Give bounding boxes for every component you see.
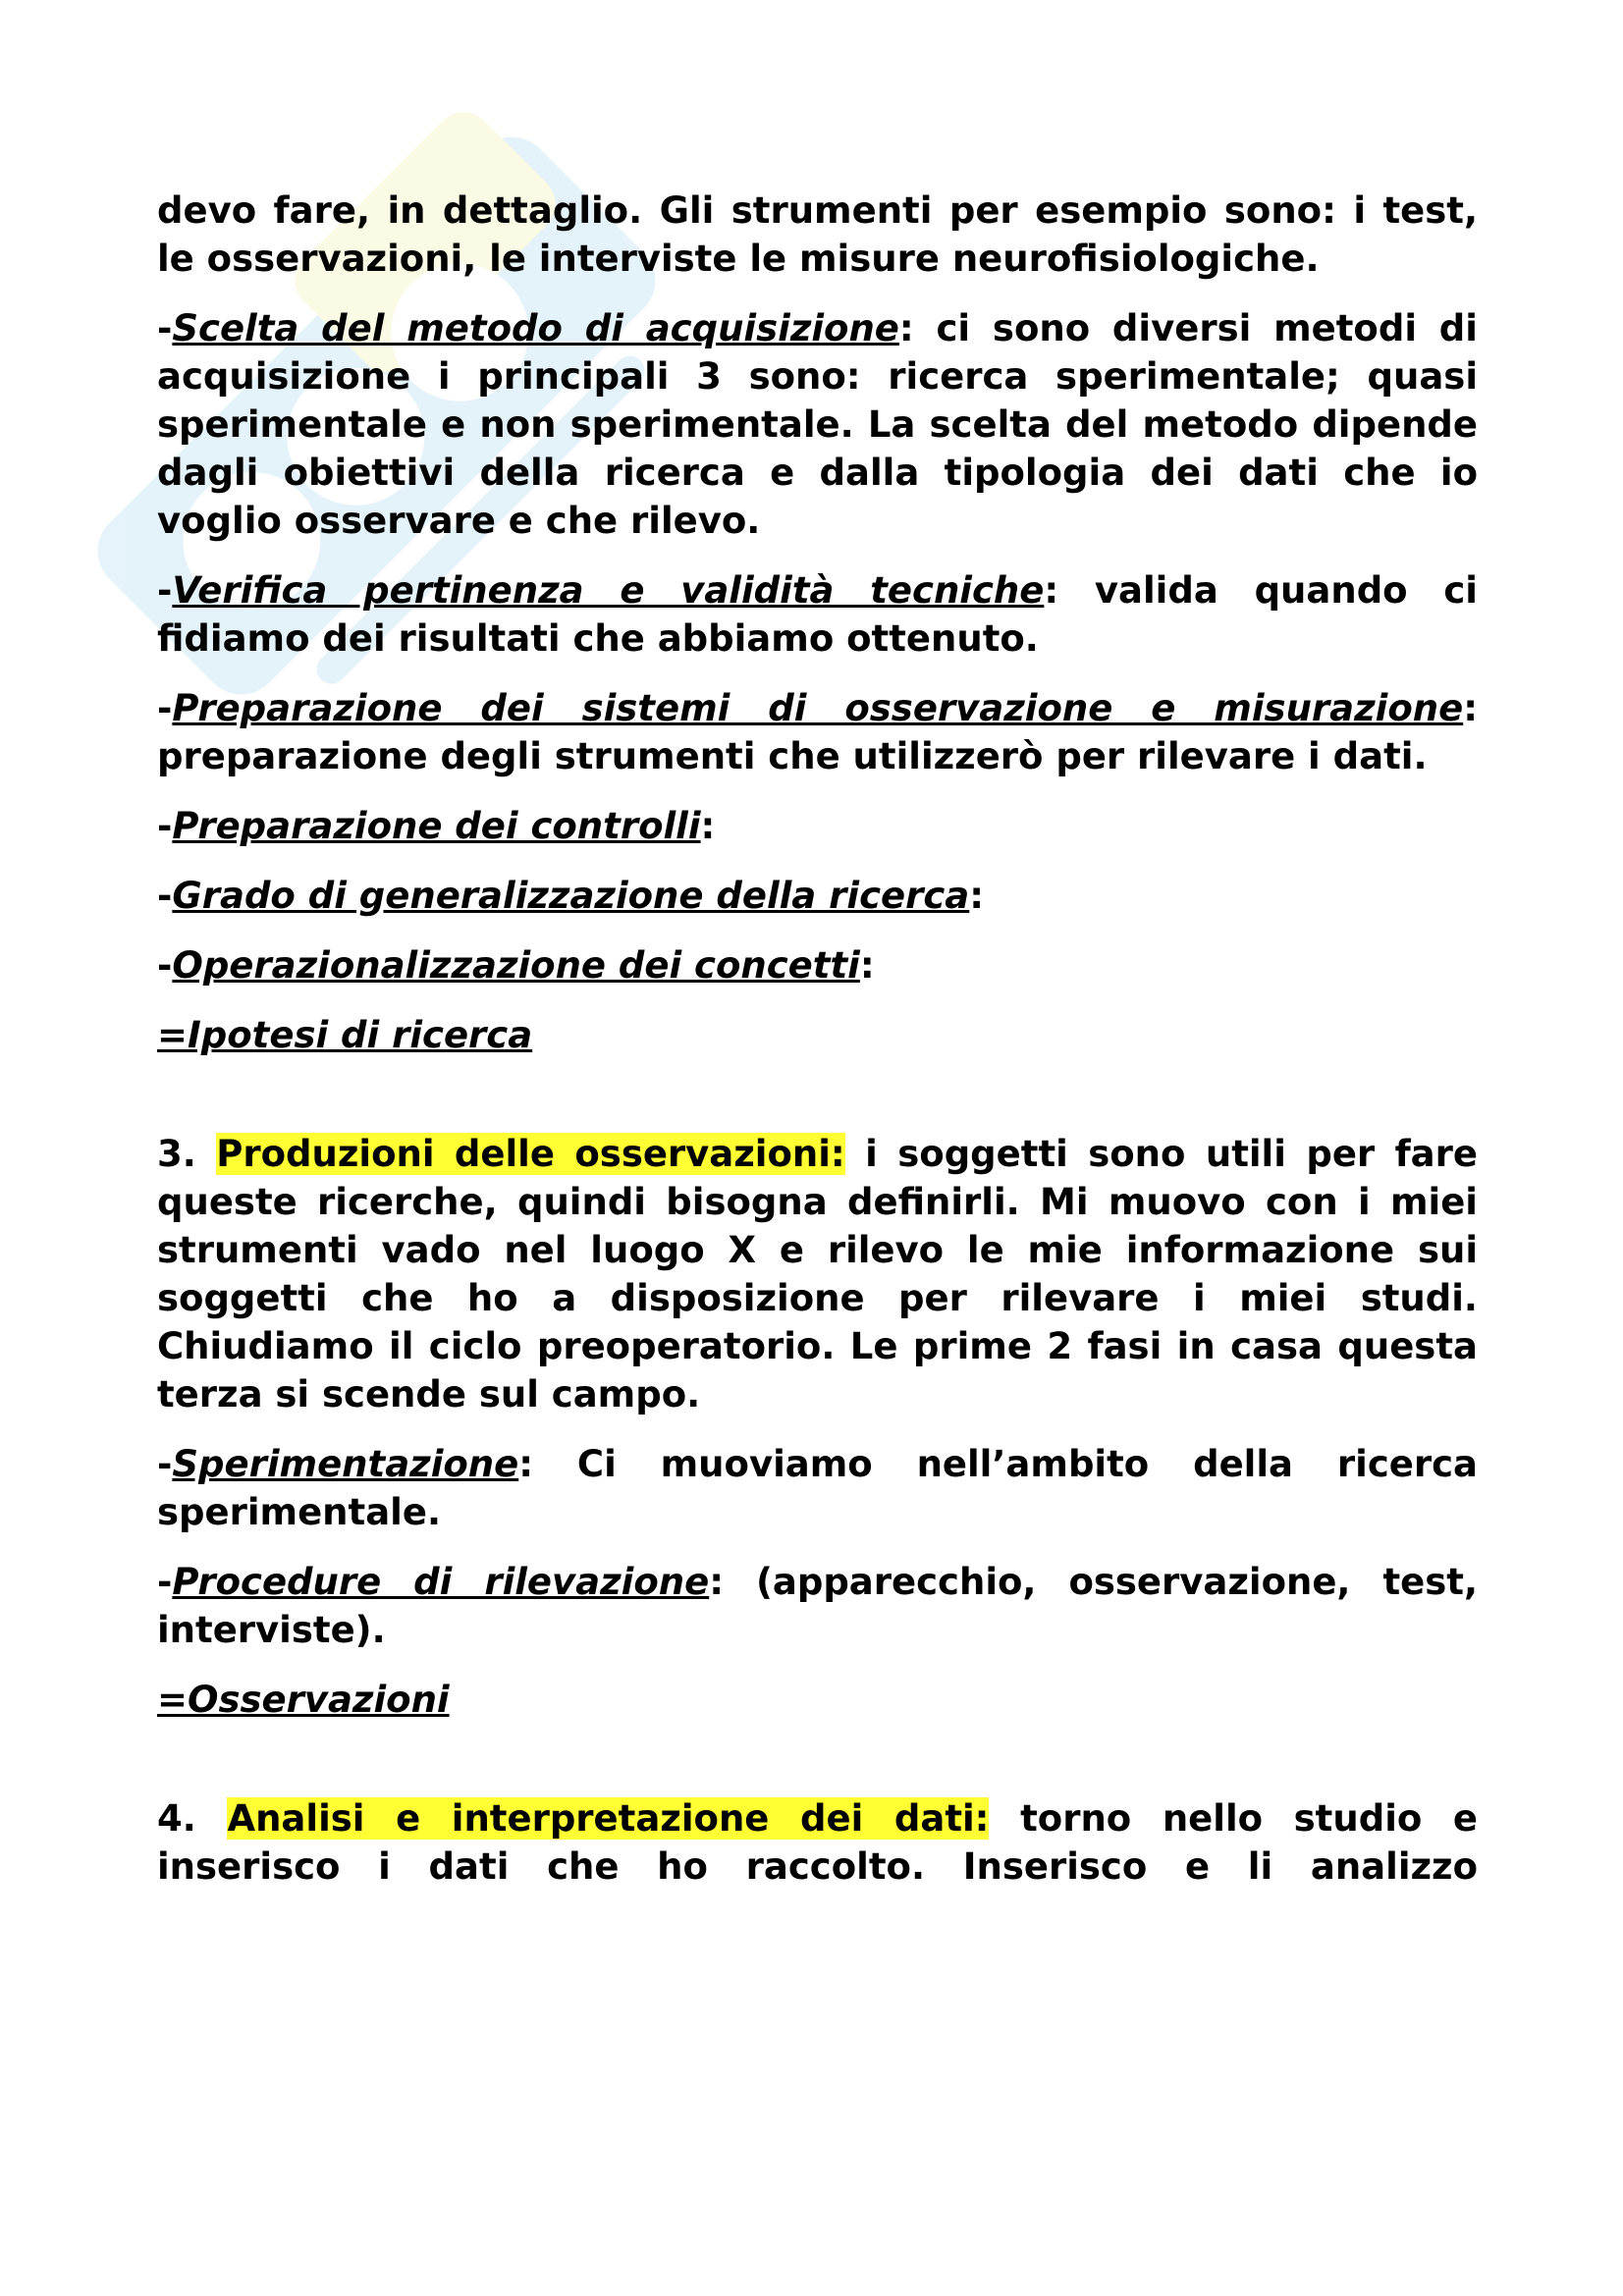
list-item: -Operazionalizzazione dei concetti: — [157, 944, 875, 987]
list-item: -Grado di generalizzazione della ricerca: — [157, 875, 985, 917]
section-heading: Produzioni delle osservazioni: — [216, 1133, 845, 1175]
section-3-paragraph: 3. Produzioni delle osservazioni: i soggetti sono utili per fare queste ricerche, quindi bisogna definirli. Mi muovo con i miei strumenti vado nel luogo X e rilevo le mie informazione sui soggetti che ho a disposizione per rilevare i miei studi. Chiudiamo il ciclo preoperatorio. Le prime 2 fasi in casa questa terza si scende sul campo. — [157, 1133, 1478, 1415]
term-label: Preparazione dei sistemi di osservazione e misurazione — [172, 687, 1464, 729]
list-item: -Sperimentazione: Ci muoviamo nell’ambito della ricerca sperimentale. — [157, 1443, 1478, 1533]
term-label: Grado di generalizzazione della ricerca — [172, 875, 970, 917]
intro-paragraph: devo fare, in dettaglio. Gli strumenti per esempio sono: i test, le osservazioni, le interviste le misure neurofisiologiche. — [157, 189, 1478, 280]
section-4-paragraph: 4. Analisi e interpretazione dei dati: torno nello studio e inserisco i dati che ho raccolto. Inserisco e li analizzo — [157, 1797, 1478, 1888]
list-item: -Verifica pertinenza e validità tecniche: valida quando ci fidiamo dei risultati che abbiamo ottenuto. — [157, 569, 1478, 660]
term-label: Preparazione dei controlli — [172, 805, 701, 847]
list-item: -Preparazione dei controlli: — [157, 805, 716, 847]
result-line: =Osservazioni — [157, 1679, 450, 1721]
list-item: -Procedure di rilevazione: (apparecchio, osservazione, test, interviste). — [157, 1561, 1478, 1651]
term-label: Scelta del metodo di acquisizione — [172, 307, 899, 349]
section-number: 4. — [157, 1797, 196, 1840]
term-label: Verifica pertinenza e validità tecniche — [172, 569, 1045, 612]
term-label: Operazionalizzazione dei concetti — [172, 944, 860, 987]
section-number: 3. — [157, 1133, 196, 1175]
list-item: -Scelta del metodo di acquisizione: ci sono diversi metodi di acquisizione i principali 3 sono: ricerca sperimentale; quasi sperimentale e non sperimentale. La scelta del metodo dipende dagli obiettivi della ricerca e dalla tipologia dei dati che io voglio osservare e che rilevo. — [157, 307, 1478, 542]
term-label: Procedure di rilevazione — [172, 1561, 710, 1603]
result-line: =Ipotesi di ricerca — [157, 1014, 533, 1056]
term-label: Sperimentazione — [172, 1443, 519, 1485]
list-item: -Preparazione dei sistemi di osservazione e misurazione: preparazione degli strumenti che utilizzerò per rilevare i dati. — [157, 687, 1478, 777]
section-heading: Analisi e interpretazione dei dati: — [227, 1797, 990, 1840]
document-body — [157, 187, 1478, 1912]
